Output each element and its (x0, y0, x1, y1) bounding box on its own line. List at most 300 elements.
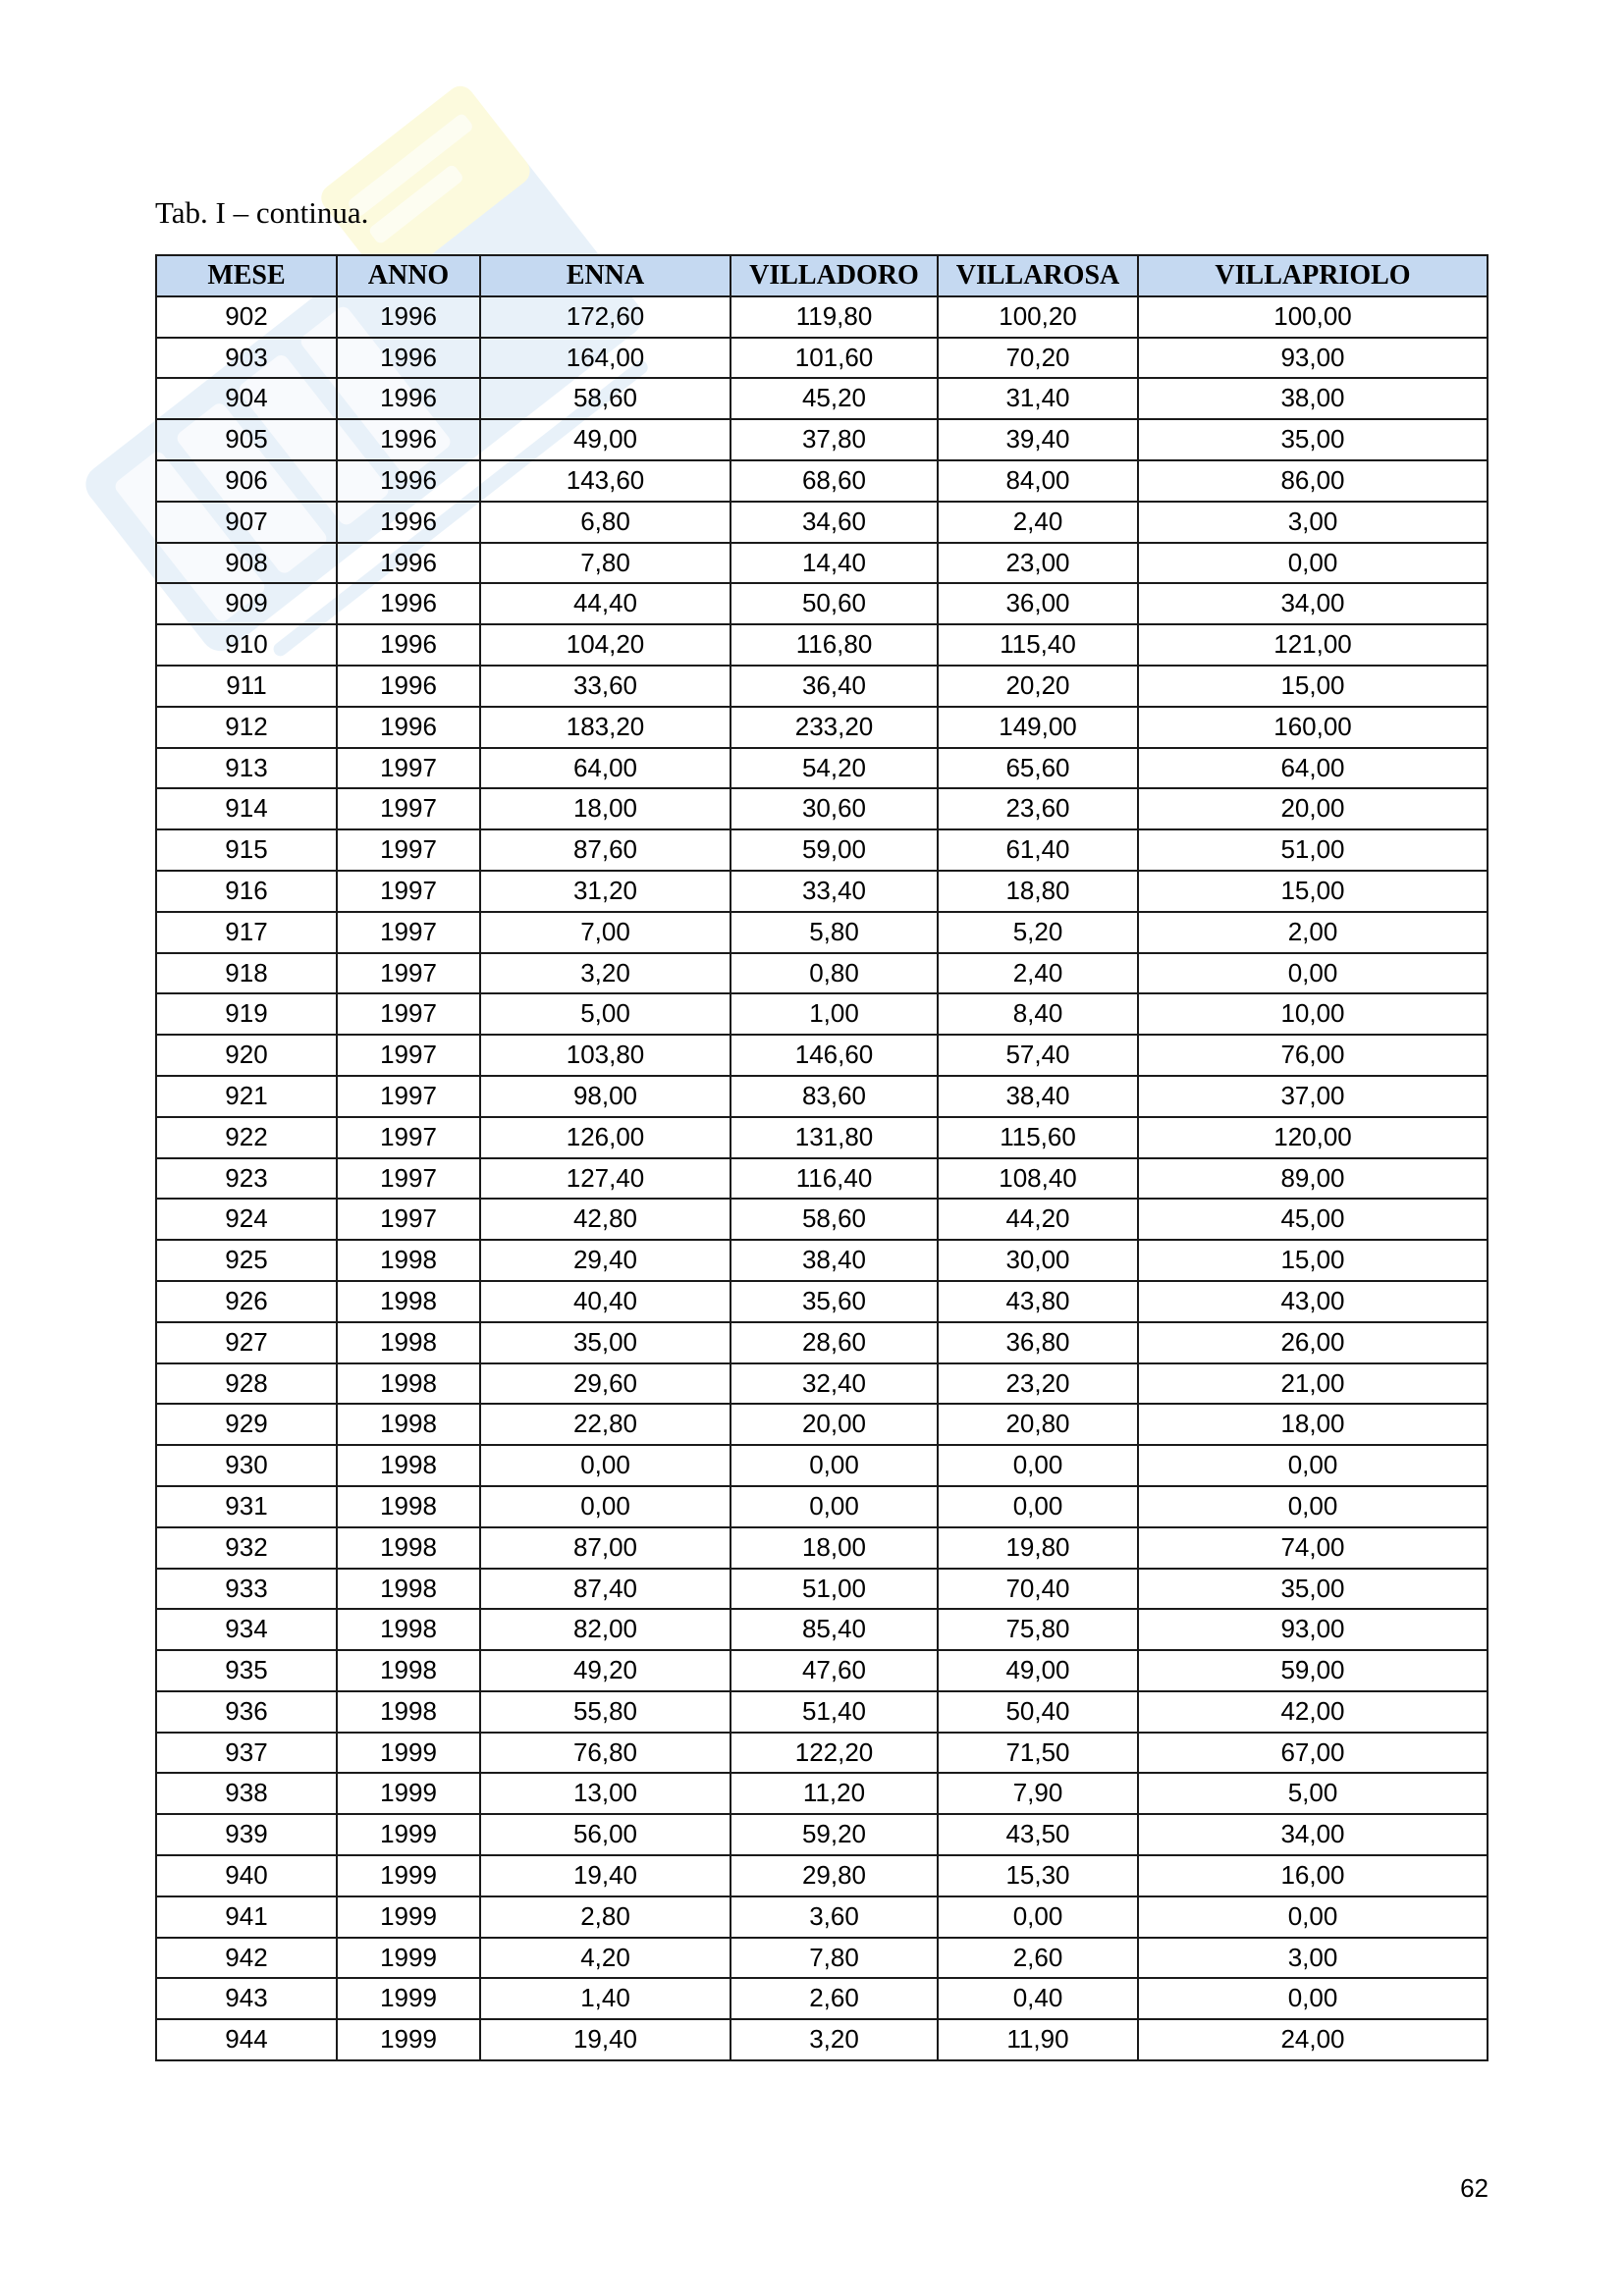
cell-villapriolo: 38,00 (1138, 378, 1488, 419)
cell-villapriolo: 20,00 (1138, 788, 1488, 829)
cell-enna: 172,60 (480, 296, 731, 338)
table-caption: Tab. I – continua. (155, 195, 369, 230)
cell-villapriolo: 0,00 (1138, 543, 1488, 584)
cell-villarosa: 18,80 (938, 871, 1138, 912)
cell-villarosa: 20,20 (938, 666, 1138, 707)
cell-anno: 1997 (337, 912, 480, 953)
cell-enna: 19,40 (480, 1855, 731, 1896)
cell-villadoro: 14,40 (731, 543, 938, 584)
cell-villapriolo: 120,00 (1138, 1117, 1488, 1158)
cell-enna: 22,80 (480, 1404, 731, 1445)
cell-enna: 82,00 (480, 1609, 731, 1650)
table-body (156, 296, 1488, 2060)
cell-villapriolo: 2,00 (1138, 912, 1488, 953)
cell-villarosa: 71,50 (938, 1733, 1138, 1774)
cell-villadoro: 119,80 (731, 296, 938, 338)
cell-enna: 64,00 (480, 748, 731, 789)
column-header-anno: ANNO (337, 255, 480, 296)
table-row (156, 1773, 1488, 1814)
cell-villarosa: 115,40 (938, 624, 1138, 666)
cell-villapriolo: 3,00 (1138, 1938, 1488, 1979)
cell-mese: 942 (156, 1938, 337, 1979)
cell-villadoro: 131,80 (731, 1117, 938, 1158)
cell-villapriolo: 64,00 (1138, 748, 1488, 789)
cell-mese: 902 (156, 296, 337, 338)
cell-anno: 1996 (337, 502, 480, 543)
cell-anno: 1999 (337, 1978, 480, 2019)
cell-anno: 1997 (337, 1076, 480, 1117)
table-row (156, 1240, 1488, 1281)
cell-mese: 939 (156, 1814, 337, 1855)
cell-mese: 918 (156, 953, 337, 994)
cell-villadoro: 28,60 (731, 1322, 938, 1363)
cell-villadoro: 83,60 (731, 1076, 938, 1117)
cell-enna: 56,00 (480, 1814, 731, 1855)
cell-villarosa: 30,00 (938, 1240, 1138, 1281)
cell-villadoro: 68,60 (731, 460, 938, 502)
cell-enna: 98,00 (480, 1076, 731, 1117)
cell-villadoro: 1,00 (731, 993, 938, 1035)
table-row (156, 1199, 1488, 1240)
cell-villapriolo: 18,00 (1138, 1404, 1488, 1445)
cell-anno: 1998 (337, 1569, 480, 1610)
cell-enna: 6,80 (480, 502, 731, 543)
cell-mese: 926 (156, 1281, 337, 1322)
cell-enna: 2,80 (480, 1896, 731, 1938)
cell-mese: 906 (156, 460, 337, 502)
cell-enna: 7,80 (480, 543, 731, 584)
table-row (156, 338, 1488, 379)
cell-enna: 29,60 (480, 1363, 731, 1405)
table-row (156, 1117, 1488, 1158)
cell-villadoro: 116,80 (731, 624, 938, 666)
table-row (156, 788, 1488, 829)
cell-villarosa: 0,40 (938, 1978, 1138, 2019)
cell-villarosa: 43,50 (938, 1814, 1138, 1855)
table-row (156, 1363, 1488, 1405)
cell-mese: 943 (156, 1978, 337, 2019)
cell-enna: 40,40 (480, 1281, 731, 1322)
cell-villadoro: 3,20 (731, 2019, 938, 2060)
cell-villapriolo: 3,00 (1138, 502, 1488, 543)
cell-anno: 1997 (337, 1158, 480, 1200)
cell-villadoro: 50,60 (731, 583, 938, 624)
cell-anno: 1999 (337, 1733, 480, 1774)
table-row (156, 1445, 1488, 1486)
cell-mese: 920 (156, 1035, 337, 1076)
table-row (156, 624, 1488, 666)
cell-villadoro: 38,40 (731, 1240, 938, 1281)
table-row (156, 666, 1488, 707)
cell-mese: 936 (156, 1691, 337, 1733)
cell-villarosa: 149,00 (938, 707, 1138, 748)
cell-anno: 1997 (337, 748, 480, 789)
cell-mese: 907 (156, 502, 337, 543)
cell-anno: 1998 (337, 1691, 480, 1733)
cell-villarosa: 36,00 (938, 583, 1138, 624)
cell-anno: 1999 (337, 1773, 480, 1814)
cell-villarosa: 19,80 (938, 1527, 1138, 1569)
cell-villapriolo: 37,00 (1138, 1076, 1488, 1117)
cell-mese: 924 (156, 1199, 337, 1240)
cell-anno: 1998 (337, 1404, 480, 1445)
cell-villapriolo: 16,00 (1138, 1855, 1488, 1896)
cell-mese: 909 (156, 583, 337, 624)
cell-villadoro: 0,80 (731, 953, 938, 994)
cell-villadoro: 20,00 (731, 1404, 938, 1445)
cell-villapriolo: 45,00 (1138, 1199, 1488, 1240)
cell-enna: 29,40 (480, 1240, 731, 1281)
cell-mese: 934 (156, 1609, 337, 1650)
cell-anno: 1996 (337, 460, 480, 502)
cell-enna: 55,80 (480, 1691, 731, 1733)
cell-anno: 1998 (337, 1363, 480, 1405)
cell-mese: 929 (156, 1404, 337, 1445)
cell-anno: 1999 (337, 1855, 480, 1896)
cell-villapriolo: 93,00 (1138, 1609, 1488, 1650)
cell-villapriolo: 24,00 (1138, 2019, 1488, 2060)
cell-villarosa: 36,80 (938, 1322, 1138, 1363)
table-row (156, 993, 1488, 1035)
cell-enna: 19,40 (480, 2019, 731, 2060)
cell-anno: 1997 (337, 788, 480, 829)
cell-enna: 0,00 (480, 1445, 731, 1486)
cell-villadoro: 34,60 (731, 502, 938, 543)
table-row (156, 419, 1488, 460)
cell-anno: 1997 (337, 1117, 480, 1158)
cell-mese: 937 (156, 1733, 337, 1774)
cell-villarosa: 2,40 (938, 953, 1138, 994)
cell-villapriolo: 42,00 (1138, 1691, 1488, 1733)
cell-villapriolo: 15,00 (1138, 1240, 1488, 1281)
cell-villadoro: 85,40 (731, 1609, 938, 1650)
cell-villarosa: 49,00 (938, 1650, 1138, 1691)
cell-anno: 1996 (337, 378, 480, 419)
cell-mese: 905 (156, 419, 337, 460)
cell-enna: 58,60 (480, 378, 731, 419)
cell-villapriolo: 0,00 (1138, 1978, 1488, 2019)
cell-mese: 938 (156, 1773, 337, 1814)
cell-enna: 0,00 (480, 1486, 731, 1527)
cell-villadoro: 5,80 (731, 912, 938, 953)
cell-villadoro: 51,00 (731, 1569, 938, 1610)
table-row (156, 707, 1488, 748)
cell-villapriolo: 15,00 (1138, 666, 1488, 707)
column-header-mese: MESE (156, 255, 337, 296)
table-header-row (156, 255, 1488, 296)
cell-enna: 5,00 (480, 993, 731, 1035)
cell-villadoro: 3,60 (731, 1896, 938, 1938)
cell-anno: 1998 (337, 1486, 480, 1527)
cell-villapriolo: 34,00 (1138, 1814, 1488, 1855)
cell-villadoro: 233,20 (731, 707, 938, 748)
cell-villarosa: 7,90 (938, 1773, 1138, 1814)
cell-villarosa: 0,00 (938, 1896, 1138, 1938)
cell-enna: 126,00 (480, 1117, 731, 1158)
cell-mese: 910 (156, 624, 337, 666)
cell-mese: 923 (156, 1158, 337, 1200)
cell-villadoro: 59,20 (731, 1814, 938, 1855)
cell-villadoro: 116,40 (731, 1158, 938, 1200)
cell-anno: 1997 (337, 953, 480, 994)
cell-mese: 928 (156, 1363, 337, 1405)
cell-enna: 49,20 (480, 1650, 731, 1691)
table-row (156, 1569, 1488, 1610)
column-header-villarosa: VILLAROSA (938, 255, 1138, 296)
cell-enna: 76,80 (480, 1733, 731, 1774)
table-row (156, 1691, 1488, 1733)
column-header-enna: ENNA (480, 255, 731, 296)
cell-anno: 1999 (337, 1814, 480, 1855)
cell-villadoro: 18,00 (731, 1527, 938, 1569)
cell-villarosa: 15,30 (938, 1855, 1138, 1896)
cell-mese: 913 (156, 748, 337, 789)
cell-enna: 49,00 (480, 419, 731, 460)
cell-villapriolo: 160,00 (1138, 707, 1488, 748)
cell-anno: 1997 (337, 1199, 480, 1240)
cell-villadoro: 0,00 (731, 1445, 938, 1486)
cell-villarosa: 75,80 (938, 1609, 1138, 1650)
cell-villapriolo: 35,00 (1138, 419, 1488, 460)
cell-enna: 3,20 (480, 953, 731, 994)
cell-anno: 1998 (337, 1240, 480, 1281)
cell-anno: 1999 (337, 1896, 480, 1938)
table-row (156, 460, 1488, 502)
cell-villarosa: 70,20 (938, 338, 1138, 379)
cell-villadoro: 11,20 (731, 1773, 938, 1814)
cell-mese: 904 (156, 378, 337, 419)
cell-enna: 127,40 (480, 1158, 731, 1200)
cell-mese: 935 (156, 1650, 337, 1691)
table-row (156, 1486, 1488, 1527)
cell-villarosa: 23,60 (938, 788, 1138, 829)
table-row (156, 1158, 1488, 1200)
cell-villarosa: 39,40 (938, 419, 1138, 460)
cell-villapriolo: 86,00 (1138, 460, 1488, 502)
cell-villapriolo: 93,00 (1138, 338, 1488, 379)
cell-mese: 927 (156, 1322, 337, 1363)
cell-villarosa: 43,80 (938, 1281, 1138, 1322)
cell-villadoro: 146,60 (731, 1035, 938, 1076)
cell-villadoro: 36,40 (731, 666, 938, 707)
cell-villapriolo: 67,00 (1138, 1733, 1488, 1774)
cell-villapriolo: 21,00 (1138, 1363, 1488, 1405)
cell-villapriolo: 51,00 (1138, 829, 1488, 871)
cell-villarosa: 108,40 (938, 1158, 1138, 1200)
cell-anno: 1999 (337, 1938, 480, 1979)
cell-villadoro: 30,60 (731, 788, 938, 829)
cell-enna: 183,20 (480, 707, 731, 748)
column-header-villapriolo: VILLAPRIOLO (1138, 255, 1488, 296)
cell-enna: 1,40 (480, 1978, 731, 2019)
cell-villadoro: 32,40 (731, 1363, 938, 1405)
cell-anno: 1996 (337, 338, 480, 379)
cell-villapriolo: 0,00 (1138, 1486, 1488, 1527)
cell-villapriolo: 35,00 (1138, 1569, 1488, 1610)
table-row (156, 912, 1488, 953)
cell-enna: 4,20 (480, 1938, 731, 1979)
cell-anno: 1996 (337, 296, 480, 338)
table-row (156, 1855, 1488, 1896)
cell-enna: 104,20 (480, 624, 731, 666)
cell-villarosa: 38,40 (938, 1076, 1138, 1117)
cell-villarosa: 115,60 (938, 1117, 1138, 1158)
cell-anno: 1998 (337, 1281, 480, 1322)
cell-villarosa: 31,40 (938, 378, 1138, 419)
cell-mese: 933 (156, 1569, 337, 1610)
cell-villadoro: 58,60 (731, 1199, 938, 1240)
cell-anno: 1996 (337, 583, 480, 624)
cell-villapriolo: 43,00 (1138, 1281, 1488, 1322)
cell-anno: 1998 (337, 1527, 480, 1569)
table-row (156, 502, 1488, 543)
cell-villadoro: 33,40 (731, 871, 938, 912)
cell-villapriolo: 76,00 (1138, 1035, 1488, 1076)
cell-villarosa: 50,40 (938, 1691, 1138, 1733)
cell-anno: 1996 (337, 666, 480, 707)
cell-villapriolo: 89,00 (1138, 1158, 1488, 1200)
table-row (156, 1978, 1488, 2019)
cell-villadoro: 101,60 (731, 338, 938, 379)
cell-mese: 925 (156, 1240, 337, 1281)
cell-villapriolo: 5,00 (1138, 1773, 1488, 1814)
cell-enna: 87,60 (480, 829, 731, 871)
table-row (156, 1650, 1488, 1691)
cell-enna: 87,00 (480, 1527, 731, 1569)
cell-anno: 1998 (337, 1650, 480, 1691)
cell-mese: 930 (156, 1445, 337, 1486)
cell-enna: 18,00 (480, 788, 731, 829)
table-row (156, 1609, 1488, 1650)
cell-villadoro: 54,20 (731, 748, 938, 789)
cell-villarosa: 2,60 (938, 1938, 1138, 1979)
table-row (156, 1814, 1488, 1855)
cell-anno: 1996 (337, 707, 480, 748)
cell-enna: 44,40 (480, 583, 731, 624)
cell-villadoro: 47,60 (731, 1650, 938, 1691)
cell-enna: 33,60 (480, 666, 731, 707)
cell-villapriolo: 0,00 (1138, 1445, 1488, 1486)
table-row (156, 1281, 1488, 1322)
page-number: 62 (1460, 2173, 1489, 2203)
cell-villarosa: 61,40 (938, 829, 1138, 871)
table-row (156, 1733, 1488, 1774)
cell-enna: 7,00 (480, 912, 731, 953)
cell-mese: 931 (156, 1486, 337, 1527)
cell-villapriolo: 121,00 (1138, 624, 1488, 666)
cell-enna: 87,40 (480, 1569, 731, 1610)
cell-villapriolo: 26,00 (1138, 1322, 1488, 1363)
cell-mese: 916 (156, 871, 337, 912)
cell-villapriolo: 74,00 (1138, 1527, 1488, 1569)
cell-villapriolo: 0,00 (1138, 953, 1488, 994)
cell-enna: 103,80 (480, 1035, 731, 1076)
cell-mese: 941 (156, 1896, 337, 1938)
cell-villapriolo: 59,00 (1138, 1650, 1488, 1691)
cell-villadoro: 29,80 (731, 1855, 938, 1896)
table-row (156, 1322, 1488, 1363)
cell-villadoro: 45,20 (731, 378, 938, 419)
cell-villarosa: 0,00 (938, 1445, 1138, 1486)
cell-enna: 13,00 (480, 1773, 731, 1814)
cell-enna: 143,60 (480, 460, 731, 502)
cell-mese: 922 (156, 1117, 337, 1158)
cell-villarosa: 57,40 (938, 1035, 1138, 1076)
cell-villapriolo: 15,00 (1138, 871, 1488, 912)
cell-mese: 940 (156, 1855, 337, 1896)
cell-enna: 42,80 (480, 1199, 731, 1240)
table-row (156, 1896, 1488, 1938)
cell-villadoro: 2,60 (731, 1978, 938, 2019)
cell-enna: 31,20 (480, 871, 731, 912)
cell-mese: 903 (156, 338, 337, 379)
cell-anno: 1997 (337, 871, 480, 912)
column-header-villadoro: VILLADORO (731, 255, 938, 296)
cell-villadoro: 37,80 (731, 419, 938, 460)
cell-anno: 1996 (337, 543, 480, 584)
cell-enna: 164,00 (480, 338, 731, 379)
cell-anno: 1999 (337, 2019, 480, 2060)
table-row (156, 871, 1488, 912)
rainfall-table (155, 254, 1489, 2061)
cell-mese: 911 (156, 666, 337, 707)
cell-villarosa: 8,40 (938, 993, 1138, 1035)
cell-villadoro: 122,20 (731, 1733, 938, 1774)
cell-villarosa: 65,60 (938, 748, 1138, 789)
cell-mese: 912 (156, 707, 337, 748)
table-row (156, 1938, 1488, 1979)
table-row (156, 2019, 1488, 2060)
table-row (156, 829, 1488, 871)
cell-villapriolo: 10,00 (1138, 993, 1488, 1035)
table-row (156, 296, 1488, 338)
cell-mese: 917 (156, 912, 337, 953)
cell-villapriolo: 34,00 (1138, 583, 1488, 624)
cell-mese: 915 (156, 829, 337, 871)
cell-villarosa: 44,20 (938, 1199, 1138, 1240)
cell-villarosa: 70,40 (938, 1569, 1138, 1610)
cell-mese: 919 (156, 993, 337, 1035)
cell-anno: 1997 (337, 993, 480, 1035)
table-row (156, 748, 1488, 789)
cell-villadoro: 35,60 (731, 1281, 938, 1322)
cell-villadoro: 0,00 (731, 1486, 938, 1527)
cell-villarosa: 84,00 (938, 460, 1138, 502)
cell-mese: 944 (156, 2019, 337, 2060)
cell-mese: 914 (156, 788, 337, 829)
table-row (156, 953, 1488, 994)
cell-mese: 932 (156, 1527, 337, 1569)
cell-villapriolo: 100,00 (1138, 296, 1488, 338)
table-row (156, 543, 1488, 584)
cell-anno: 1998 (337, 1445, 480, 1486)
cell-villadoro: 51,40 (731, 1691, 938, 1733)
table-row (156, 583, 1488, 624)
cell-villarosa: 23,20 (938, 1363, 1138, 1405)
cell-anno: 1997 (337, 829, 480, 871)
cell-villarosa: 100,20 (938, 296, 1138, 338)
cell-mese: 908 (156, 543, 337, 584)
table-row (156, 1035, 1488, 1076)
cell-villarosa: 23,00 (938, 543, 1138, 584)
cell-villadoro: 59,00 (731, 829, 938, 871)
table-row (156, 378, 1488, 419)
cell-villarosa: 11,90 (938, 2019, 1138, 2060)
cell-villarosa: 0,00 (938, 1486, 1138, 1527)
cell-villarosa: 2,40 (938, 502, 1138, 543)
cell-mese: 921 (156, 1076, 337, 1117)
cell-anno: 1996 (337, 419, 480, 460)
